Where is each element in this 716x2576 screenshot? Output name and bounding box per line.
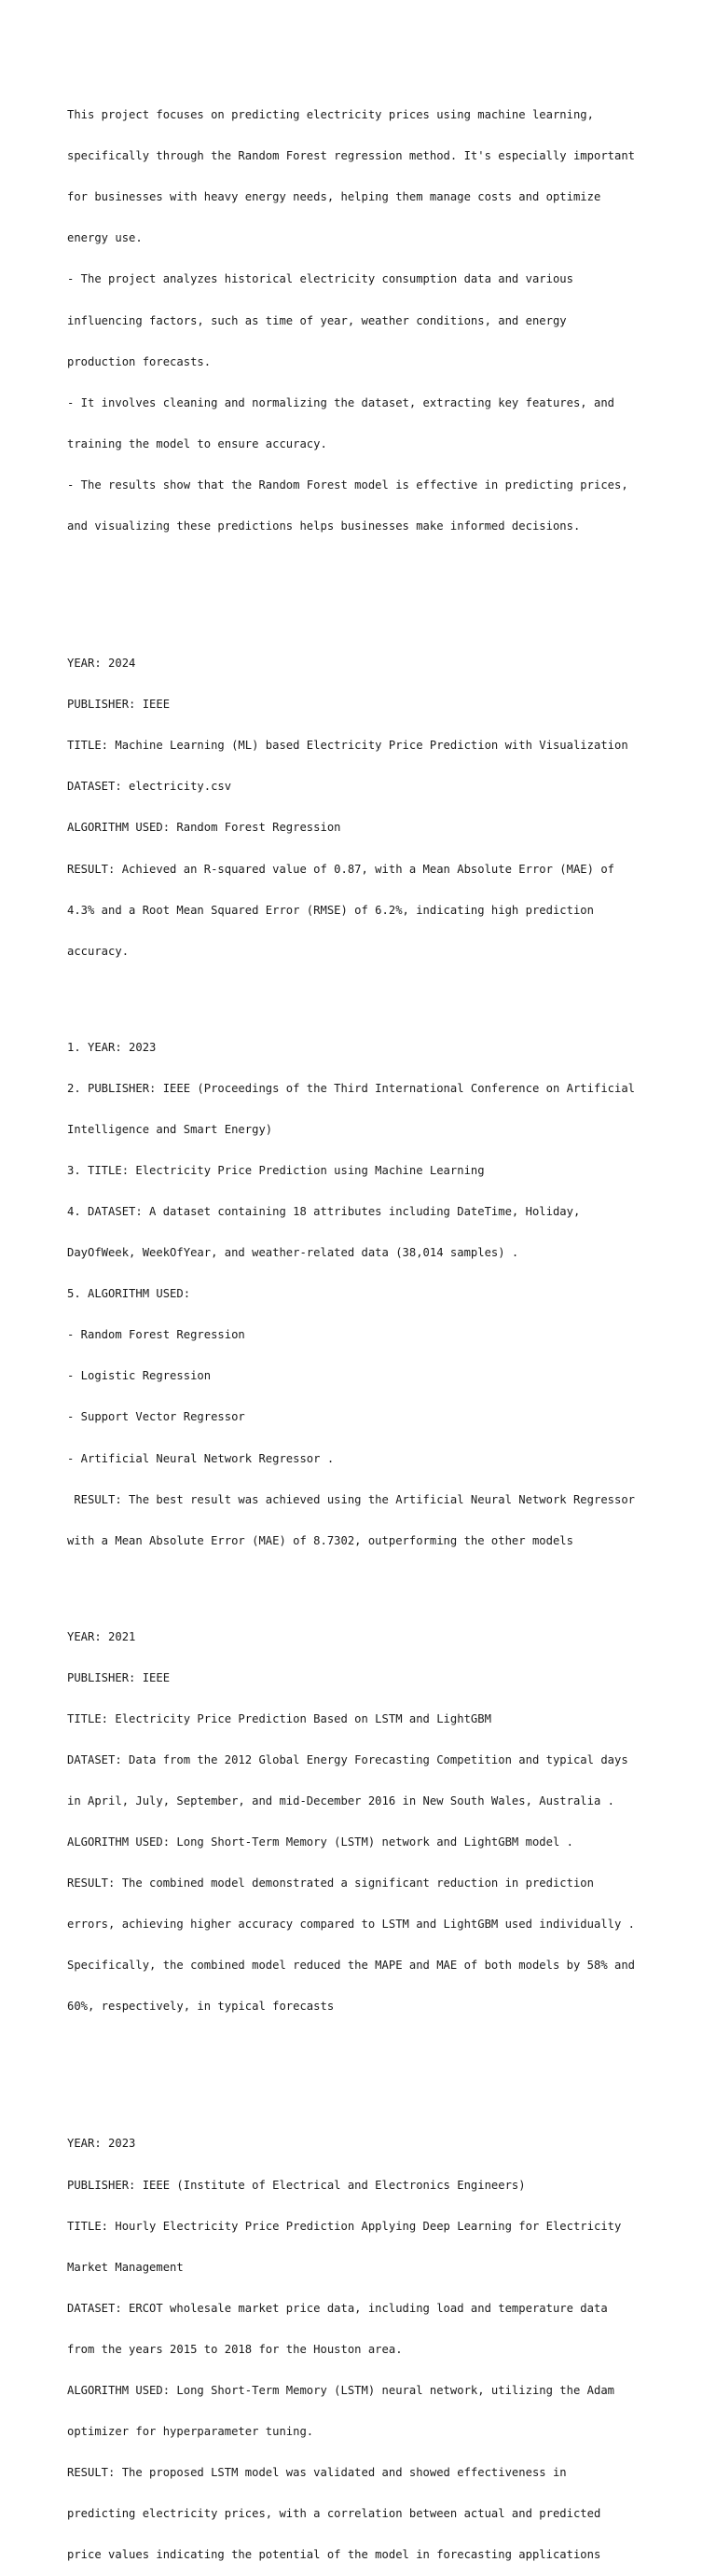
text-line: - The results show that the Random Forest model is effective in predicting prices,	[67, 478, 628, 492]
text-line: 2. PUBLISHER: IEEE (Proceedings of the Third International Conference on Artificial	[67, 1081, 636, 1095]
document-body	[67, 67, 664, 2576]
text-line: in April, July, September, and mid-December 2016 in New South Wales, Australia .	[67, 1794, 614, 1807]
text-line: specifically through the Random Forest regression method. It's especially important	[67, 149, 636, 163]
text-line: Specifically, the combined model reduced the MAPE and MAE of both models by 58% and	[67, 1959, 636, 1973]
text-line: This project focuses on predicting electricity prices using machine learning,	[67, 108, 594, 122]
text-line: predicting electricity prices, with a correlation between actual and predicted	[67, 2507, 601, 2521]
text-line: energy use.	[67, 231, 143, 245]
text-line: DATASET: ERCOT wholesale market price data, including load and temperature data	[67, 2301, 608, 2315]
text-line: with a Mean Absolute Error (MAE) of 8.7302, outperforming the other models	[67, 1533, 573, 1547]
blank-line	[67, 2083, 664, 2097]
text-line: ALGORITHM USED: Long Short-Term Memory (LSTM) network and LightGBM model .	[67, 1835, 573, 1849]
text-line: TITLE: Machine Learning (ML) based Electricity Price Prediction with Visualization	[67, 739, 628, 753]
blank-line	[67, 602, 664, 616]
text-line: 1. YEAR: 2023	[67, 1040, 157, 1054]
text-line: production forecasts.	[67, 354, 212, 368]
blank-line	[67, 561, 664, 575]
text-line: RESULT: Achieved an R-squared value of 0.87, with a Mean Absolute Error (MAE) of	[67, 862, 614, 876]
text-line: - It involves cleaning and normalizing the dataset, extracting key features, and	[67, 395, 614, 409]
text-line: price values indicating the potential of the model in forecasting applications	[67, 2548, 601, 2562]
text-line: DayOfWeek, WeekOfYear, and weather-related data (38,014 samples) .	[67, 1246, 519, 1260]
text-line: 4. DATASET: A dataset containing 18 attributes including DateTime, Holiday,	[67, 1204, 581, 1218]
text-line: - Support Vector Regressor	[67, 1410, 245, 1424]
text-line: DATASET: electricity.csv	[67, 780, 232, 794]
text-line: ALGORITHM USED: Long Short-Term Memory (LSTM) neural network, utilizing the Adam	[67, 2383, 614, 2397]
text-line: - Logistic Regression	[67, 1369, 212, 1383]
text-line: TITLE: Hourly Electricity Price Prediction Applying Deep Learning for Electricity	[67, 2219, 622, 2233]
text-line: for businesses with heavy energy needs, helping them manage costs and optimize	[67, 190, 601, 204]
text-line: YEAR: 2023	[67, 2137, 136, 2151]
text-line: optimizer for hyperparameter tuning.	[67, 2425, 314, 2439]
blank-line	[67, 1575, 664, 1589]
text-line: RESULT: The best result was achieved using the Artificial Neural Network Regressor	[67, 1492, 636, 1506]
text-line: 60%, respectively, in typical forecasts	[67, 2000, 335, 2014]
blank-line	[67, 986, 664, 1000]
text-line: and visualizing these predictions helps businesses make informed decisions.	[67, 519, 581, 533]
text-line: PUBLISHER: IEEE	[67, 1670, 171, 1684]
text-line: influencing factors, such as time of year, weather conditions, and energy	[67, 313, 567, 327]
text-line: 3. TITLE: Electricity Price Prediction using Machine Learning	[67, 1163, 485, 1177]
text-line: - Artificial Neural Network Regressor .	[67, 1451, 335, 1465]
text-line: accuracy.	[67, 944, 130, 958]
text-line: errors, achieving higher accuracy compared to LSTM and LightGBM used individually .	[67, 1918, 636, 1932]
text-line: - The project analyzes historical electricity consumption data and various	[67, 272, 573, 286]
text-line: RESULT: The proposed LSTM model was validated and showed effectiveness in	[67, 2466, 567, 2480]
text-line: PUBLISHER: IEEE (Institute of Electrical and Electronics Engineers)	[67, 2178, 526, 2192]
text-line: training the model to ensure accuracy.	[67, 436, 327, 450]
text-line: YEAR: 2021	[67, 1629, 136, 1643]
text-line: YEAR: 2024	[67, 657, 136, 671]
text-line: ALGORITHM USED: Random Forest Regression	[67, 821, 341, 835]
text-line: DATASET: Data from the 2012 Global Energy Forecasting Competition and typical days	[67, 1752, 628, 1766]
text-line: Market Management	[67, 2260, 184, 2274]
text-line: 4.3% and a Root Mean Squared Error (RMSE) of 6.2%, indicating high prediction	[67, 903, 594, 917]
text-line: - Random Forest Regression	[67, 1328, 245, 1342]
text-line: 5. ALGORITHM USED:	[67, 1287, 191, 1301]
text-line: from the years 2015 to 2018 for the Houston area.	[67, 2342, 403, 2356]
text-line: TITLE: Electricity Price Prediction Based on LSTM and LightGBM	[67, 1711, 491, 1725]
text-line: PUBLISHER: IEEE	[67, 698, 171, 712]
text-line: Intelligence and Smart Energy)	[67, 1122, 273, 1136]
blank-line	[67, 2042, 664, 2056]
text-line: RESULT: The combined model demonstrated a significant reduction in prediction	[67, 1877, 594, 1890]
